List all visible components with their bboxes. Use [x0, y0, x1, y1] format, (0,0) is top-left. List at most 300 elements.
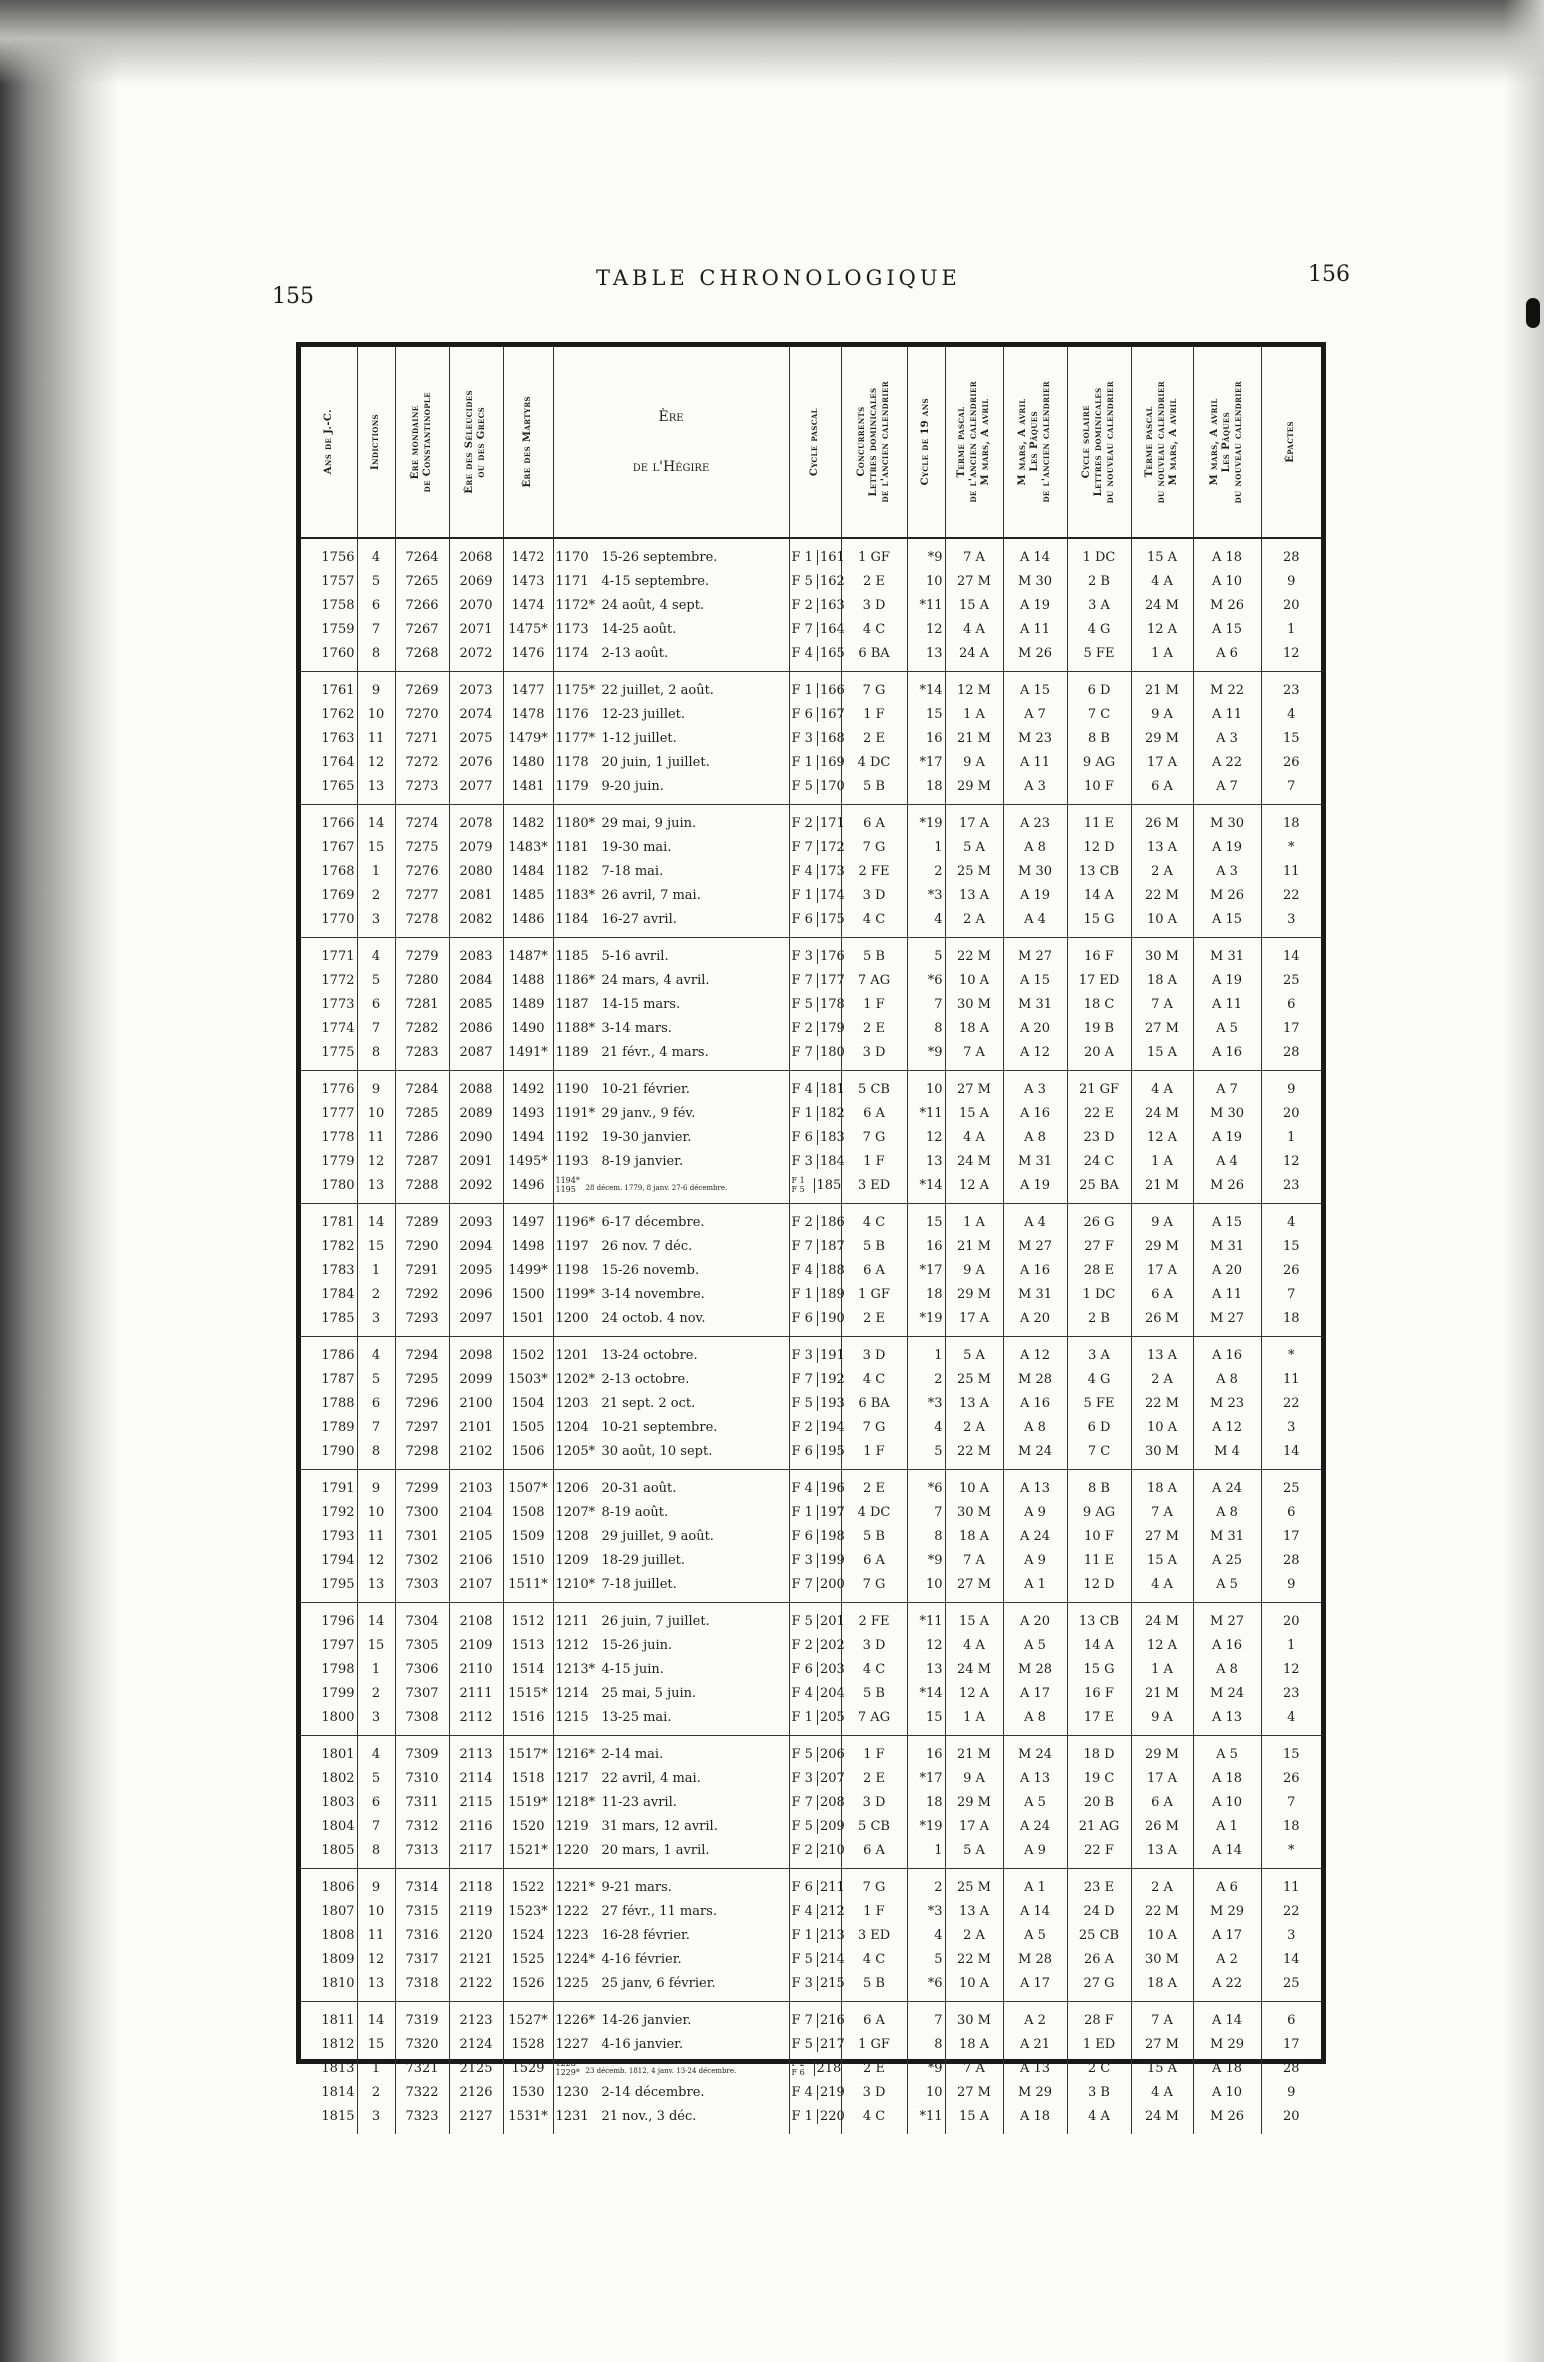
cell-cycle-19: *19 — [907, 805, 945, 836]
cell-cycle-pascal — [789, 907, 845, 938]
cell-cycle-solaire: 27 F — [1067, 1234, 1131, 1258]
cell-concurrents: 4 C — [841, 1947, 907, 1971]
hegire-dates: 10-21 février. — [601, 1081, 690, 1097]
cell-cycle-pascal — [789, 1947, 845, 1971]
cell-cycle-19: *11 — [907, 1101, 945, 1125]
cell-terme-nouveau: 27 M — [1131, 1524, 1193, 1548]
cell-year: 1766 — [301, 805, 357, 836]
cell-concurrents: 1 F — [841, 1439, 907, 1470]
cycle-pascal-letter: F 2 — [791, 1214, 813, 1230]
cycle-pascal-number: 203 — [817, 1662, 845, 1677]
cell-seleucides: 2080 — [449, 859, 503, 883]
cell-cycle-solaire: 15 G — [1067, 1657, 1131, 1681]
table-row — [301, 1101, 1321, 1125]
cell-hegire-year — [553, 907, 789, 938]
cell-terme-nouveau: 24 M — [1131, 1101, 1193, 1125]
cell-concurrents: 4 DC — [841, 1500, 907, 1524]
hegire-dates: 15-26 novemb. — [601, 1262, 700, 1278]
cell-paques-ancien: A 18 — [1003, 2104, 1067, 2134]
cell-concurrents: 2 E — [841, 1766, 907, 1790]
cell-concurrents: 7 G — [841, 1572, 907, 1603]
cell-cycle-19: *3 — [907, 1391, 945, 1415]
cell-epacte: 12 — [1282, 1661, 1300, 1677]
cell-cycle-19: *3 — [907, 1899, 945, 1923]
hegire-year: 1231 — [555, 2108, 589, 2124]
cell-cycle-solaire: 27 G — [1067, 1971, 1131, 2002]
cell-year: 1781 — [301, 1204, 357, 1235]
cell-constantinople: 7302 — [395, 1548, 449, 1572]
cell-paques-ancien: M 27 — [1003, 1234, 1067, 1258]
hegire-year: 1225 — [555, 1975, 589, 1991]
cell-hegire-year — [553, 1633, 789, 1657]
cell-terme-nouveau: 24 M — [1131, 593, 1193, 617]
cell-indiction: 14 — [357, 805, 395, 836]
cell-epacte: 26 — [1282, 1770, 1300, 1786]
cell-cycle-pascal — [789, 641, 845, 672]
cell-concurrents: 7 G — [841, 1415, 907, 1439]
cell-seleucides: 2100 — [449, 1391, 503, 1415]
cycle-pascal-number: 200 — [817, 1577, 845, 1592]
cell-concurrents: 2 E — [841, 726, 907, 750]
cell-constantinople: 7321 — [395, 2056, 449, 2080]
cell-terme-ancien: 24 M — [945, 1149, 1003, 1173]
cell-constantinople: 7297 — [395, 1415, 449, 1439]
cell-paques-nouveau: A 7 — [1193, 774, 1261, 805]
table-row — [301, 1149, 1321, 1173]
cell-year: 1768 — [301, 859, 357, 883]
cell-seleucides: 2097 — [449, 1306, 503, 1337]
cell-year: 1804 — [301, 1814, 357, 1838]
cell-paques-ancien: A 20 — [1003, 1306, 1067, 1337]
cell-epacte: 18 — [1282, 1310, 1300, 1326]
cell-concurrents: 4 C — [841, 907, 907, 938]
cell-paques-nouveau: M 29 — [1193, 1899, 1261, 1923]
cell-constantinople: 7317 — [395, 1947, 449, 1971]
cycle-pascal-number: 209 — [817, 1819, 845, 1834]
cell-terme-nouveau: 4 A — [1131, 1572, 1193, 1603]
hegire-dates: 4-15 septembre. — [601, 573, 710, 589]
cell-cycle-pascal — [789, 538, 845, 569]
cell-martyrs: 1511* — [503, 1572, 553, 1603]
cell-indiction: 13 — [357, 1173, 395, 1204]
hegire-year: 1201 — [555, 1347, 589, 1363]
table-row — [301, 1173, 1321, 1204]
cell-cycle-solaire: 13 CB — [1067, 1603, 1131, 1634]
page-number-right: 156 — [1308, 262, 1350, 287]
cell-paques-ancien: A 12 — [1003, 1337, 1067, 1368]
cell-indiction: 13 — [357, 1572, 395, 1603]
cell-indiction: 4 — [357, 1736, 395, 1767]
cell-year: 1760 — [301, 641, 357, 672]
cell-seleucides: 2126 — [449, 2080, 503, 2104]
cell-martyrs: 1476 — [503, 641, 553, 672]
hegire-dates: 3-14 novembre. — [601, 1286, 705, 1302]
cell-terme-ancien: 13 A — [945, 883, 1003, 907]
cell-epacte: 3 — [1287, 1927, 1296, 1943]
cell-year: 1792 — [301, 1500, 357, 1524]
cell-year: 1779 — [301, 1149, 357, 1173]
cell-seleucides: 2127 — [449, 2104, 503, 2134]
hegire-year: 1219 — [555, 1818, 589, 1834]
cell-hegire-year — [553, 538, 789, 569]
cell-indiction: 6 — [357, 1790, 395, 1814]
cell-terme-nouveau: 6 A — [1131, 1282, 1193, 1306]
cycle-pascal-letter: F 7 — [791, 839, 813, 855]
cell-cycle-19: *17 — [907, 1766, 945, 1790]
cell-terme-ancien: 30 M — [945, 2002, 1003, 2033]
cell-cycle-solaire: 21 GF — [1067, 1071, 1131, 1102]
cycle-pascal-number: 178 — [817, 997, 845, 1012]
cell-cycle-solaire: 25 BA — [1067, 1173, 1131, 1204]
cell-indiction: 11 — [357, 1923, 395, 1947]
cell-paques-ancien: A 1 — [1003, 1869, 1067, 1900]
cell-seleucides: 2105 — [449, 1524, 503, 1548]
cell-cycle-19: *3 — [907, 883, 945, 907]
hegire-year: 1210* — [555, 1576, 596, 1592]
cell-epacte: 25 — [1282, 972, 1300, 988]
hegire-year: 1171 — [555, 573, 589, 589]
cell-martyrs: 1483* — [503, 835, 553, 859]
cell-concurrents: 1 GF — [841, 538, 907, 569]
cell-paques-nouveau: A 16 — [1193, 1337, 1261, 1368]
hegire-year: 1199* — [555, 1286, 596, 1302]
cell-epacte: 28 — [1282, 2060, 1300, 2076]
cell-paques-nouveau: A 15 — [1193, 617, 1261, 641]
cell-hegire-year — [553, 1790, 789, 1814]
cell-constantinople: 7310 — [395, 1766, 449, 1790]
cell-paques-ancien: M 30 — [1003, 569, 1067, 593]
cell-hegire-year — [553, 883, 789, 907]
cell-cycle-pascal — [789, 774, 845, 805]
cell-cycle-19: 16 — [907, 726, 945, 750]
cycle-pascal-letter: F 5 — [791, 1818, 813, 1834]
cell-cycle-19: *11 — [907, 593, 945, 617]
cycle-pascal-number: 202 — [817, 1638, 845, 1653]
cell-year: 1759 — [301, 617, 357, 641]
table-row — [301, 1234, 1321, 1258]
hegire-dates: 26 juin, 7 juillet. — [601, 1613, 710, 1629]
cell-indiction: 15 — [357, 2032, 395, 2056]
hegire-dates: 21 févr., 4 mars. — [601, 1044, 709, 1060]
table-row — [301, 859, 1321, 883]
cell-concurrents: 2 E — [841, 569, 907, 593]
cell-paques-ancien: A 15 — [1003, 968, 1067, 992]
cell-indiction: 9 — [357, 1470, 395, 1501]
cell-seleucides: 2107 — [449, 1572, 503, 1603]
cell-indiction: 9 — [357, 1869, 395, 1900]
cell-indiction: 3 — [357, 907, 395, 938]
cell-cycle-solaire: 7 C — [1067, 1439, 1131, 1470]
cell-paques-ancien: A 4 — [1003, 1204, 1067, 1235]
cell-terme-ancien: 29 M — [945, 1790, 1003, 1814]
cell-indiction: 2 — [357, 2080, 395, 2104]
cycle-pascal-number: 185 — [814, 1178, 842, 1193]
hegire-year: 1170 — [555, 549, 589, 565]
cell-indiction: 3 — [357, 1306, 395, 1337]
cell-paques-ancien: M 24 — [1003, 1736, 1067, 1767]
cycle-pascal-number: 180 — [817, 1045, 845, 1060]
cycle-pascal-letter: F 3 — [791, 730, 813, 746]
hegire-year: 1197 — [555, 1238, 589, 1254]
cell-cycle-solaire: 20 A — [1067, 1040, 1131, 1071]
cycle-pascal-letter: F 2 — [791, 815, 813, 831]
cell-terme-ancien: 7 A — [945, 538, 1003, 569]
hegire-dates: 20-31 août. — [601, 1480, 677, 1496]
cell-indiction: 7 — [357, 1016, 395, 1040]
cell-constantinople: 7295 — [395, 1367, 449, 1391]
cell-terme-ancien: 15 A — [945, 2104, 1003, 2134]
hegire-dates: 16-27 avril. — [601, 911, 677, 927]
cell-terme-nouveau: 6 A — [1131, 1790, 1193, 1814]
cell-seleucides: 2096 — [449, 1282, 503, 1306]
cell-paques-ancien: M 28 — [1003, 1657, 1067, 1681]
cell-martyrs: 1493 — [503, 1101, 553, 1125]
cell-seleucides: 2070 — [449, 593, 503, 617]
cell-cycle-solaire: 8 B — [1067, 1470, 1131, 1501]
cell-terme-nouveau: 18 A — [1131, 1470, 1193, 1501]
page-title: TABLE CHRONOLOGIQUE — [596, 266, 961, 290]
cycle-pascal-number: 169 — [817, 755, 845, 770]
cell-terme-nouveau: 22 M — [1131, 883, 1193, 907]
cycle-pascal-letter: F 1 — [791, 2108, 813, 2124]
cell-cycle-pascal — [789, 1657, 845, 1681]
cell-indiction: 8 — [357, 1040, 395, 1071]
cell-year: 1769 — [301, 883, 357, 907]
table-row — [301, 617, 1321, 641]
hegire-year: 1194* 1195 — [555, 1175, 580, 1194]
cycle-pascal-letter: F 5 — [791, 778, 813, 794]
cell-terme-ancien: 9 A — [945, 750, 1003, 774]
cell-cycle-solaire: 19 B — [1067, 1016, 1131, 1040]
col-header-indictions: Indictions — [357, 347, 395, 538]
cell-paques-ancien: A 7 — [1003, 702, 1067, 726]
cell-paques-nouveau: A 5 — [1193, 1736, 1261, 1767]
cycle-pascal-number: 182 — [817, 1106, 845, 1121]
cell-martyrs: 1473 — [503, 569, 553, 593]
cell-indiction: 1 — [357, 1657, 395, 1681]
cell-cycle-pascal — [789, 1548, 845, 1572]
hegire-year: 1187 — [555, 996, 589, 1012]
cell-cycle-solaire: 17 ED — [1067, 968, 1131, 992]
cell-hegire-year — [553, 1572, 789, 1603]
cell-hegire-year — [553, 1500, 789, 1524]
hegire-dates: 15-26 septembre. — [601, 549, 718, 565]
cell-hegire-year — [553, 1040, 789, 1071]
cell-year: 1778 — [301, 1125, 357, 1149]
cell-terme-nouveau: 10 A — [1131, 1415, 1193, 1439]
cell-terme-nouveau: 15 A — [1131, 1548, 1193, 1572]
cycle-pascal-number: 207 — [817, 1771, 845, 1786]
cell-cycle-19: 8 — [907, 1016, 945, 1040]
cell-martyrs: 1524 — [503, 1923, 553, 1947]
cell-epacte: 18 — [1282, 1818, 1300, 1834]
cell-paques-ancien: A 5 — [1003, 1923, 1067, 1947]
hegire-year: 1208 — [555, 1528, 589, 1544]
cell-seleucides: 2076 — [449, 750, 503, 774]
table-row — [301, 805, 1321, 836]
hegire-dates: 15-26 juin. — [601, 1637, 673, 1653]
cell-seleucides: 2104 — [449, 1500, 503, 1524]
cycle-pascal-number: 186 — [817, 1215, 845, 1230]
hegire-year: 1192 — [555, 1129, 589, 1145]
cell-epacte: 28 — [1282, 1552, 1300, 1568]
cell-cycle-solaire: 18 D — [1067, 1736, 1131, 1767]
cycle-pascal-letter: F 3 — [791, 1153, 813, 1169]
cell-terme-ancien: 17 A — [945, 1306, 1003, 1337]
cycle-pascal-letter: F 1 — [791, 1709, 813, 1725]
cell-terme-ancien: 12 M — [945, 672, 1003, 703]
hegire-dates: 20 mars, 1 avril. — [601, 1842, 710, 1858]
cell-hegire-year — [553, 859, 789, 883]
hegire-year: 1209 — [555, 1552, 589, 1568]
hegire-dates: 14-26 janvier. — [601, 2012, 692, 2028]
cell-constantinople: 7294 — [395, 1337, 449, 1368]
hegire-dates: 11-23 avril. — [601, 1794, 677, 1810]
cell-paques-nouveau: M 4 — [1193, 1439, 1261, 1470]
cell-terme-ancien: 10 A — [945, 968, 1003, 992]
scan-shadow-left — [0, 0, 120, 2362]
cell-concurrents: 6 A — [841, 2002, 907, 2033]
cell-paques-nouveau: A 5 — [1193, 1572, 1261, 1603]
cell-epacte: 22 — [1282, 887, 1300, 903]
cell-cycle-pascal — [789, 1071, 845, 1102]
cell-constantinople: 7271 — [395, 726, 449, 750]
cell-paques-ancien: A 3 — [1003, 774, 1067, 805]
cycle-pascal-letter: F 7 — [791, 1794, 813, 1810]
table-row — [301, 1657, 1321, 1681]
hegire-year: 1215 — [555, 1709, 589, 1725]
cell-paques-nouveau: M 26 — [1193, 593, 1261, 617]
cell-year: 1774 — [301, 1016, 357, 1040]
cell-hegire-year — [553, 1524, 789, 1548]
cell-epacte: 18 — [1261, 805, 1321, 836]
hegire-dates: 7-18 mai. — [601, 863, 664, 879]
cell-seleucides: 2124 — [449, 2032, 503, 2056]
cell-paques-ancien: M 26 — [1003, 641, 1067, 672]
hegire-dates: 8-19 août. — [601, 1504, 669, 1520]
cycle-pascal-letter: F 7 — [791, 972, 813, 988]
cell-year: 1770 — [301, 907, 357, 938]
cell-terme-ancien: 27 M — [945, 2080, 1003, 2104]
cell-hegire-year — [553, 805, 789, 836]
cell-year: 1756 — [301, 538, 357, 569]
cell-constantinople: 7284 — [395, 1071, 449, 1102]
cell-cycle-solaire: 25 CB — [1067, 1923, 1131, 1947]
cycle-pascal-letter: F 5 — [791, 1395, 813, 1411]
cell-year: 1799 — [301, 1681, 357, 1705]
cell-concurrents: 6 BA — [841, 641, 907, 672]
table-row — [301, 1016, 1321, 1040]
cell-constantinople: 7314 — [395, 1869, 449, 1900]
cell-year: 1771 — [301, 938, 357, 969]
table-row — [301, 672, 1321, 703]
cell-paques-nouveau: A 11 — [1193, 992, 1261, 1016]
cycle-pascal-letter: F 1 — [791, 754, 813, 770]
cell-concurrents: 1 GF — [841, 1282, 907, 1306]
cell-martyrs: 1508 — [503, 1500, 553, 1524]
cell-terme-ancien: 2 A — [945, 907, 1003, 938]
cell-epacte: 4 — [1287, 706, 1296, 722]
hegire-year: 1211 — [555, 1613, 589, 1629]
cell-terme-nouveau: 1 A — [1131, 641, 1193, 672]
cell-hegire-year — [553, 593, 789, 617]
cell-terme-nouveau: 7 A — [1131, 992, 1193, 1016]
table-row — [301, 1367, 1321, 1391]
cell-martyrs: 1522 — [503, 1869, 553, 1900]
cell-constantinople: 7266 — [395, 593, 449, 617]
cell-concurrents: 1 F — [841, 992, 907, 1016]
cell-terme-ancien: 21 M — [945, 1234, 1003, 1258]
cell-martyrs: 1514 — [503, 1657, 553, 1681]
cell-martyrs: 1529 — [503, 2056, 553, 2080]
cell-cycle-19: 10 — [907, 1572, 945, 1603]
cell-constantinople: 7286 — [395, 1125, 449, 1149]
cell-seleucides: 2115 — [449, 1790, 503, 1814]
cell-martyrs: 1479* — [503, 726, 553, 750]
cell-cycle-19: 12 — [907, 1633, 945, 1657]
cell-constantinople: 7298 — [395, 1439, 449, 1470]
cell-terme-ancien: 2 A — [945, 1415, 1003, 1439]
cell-paques-ancien: M 24 — [1003, 1439, 1067, 1470]
cell-indiction: 8 — [357, 641, 395, 672]
table-row — [301, 1923, 1321, 1947]
cell-concurrents: 4 C — [841, 2104, 907, 2134]
cell-hegire-year — [553, 1947, 789, 1971]
cell-cycle-19: *19 — [907, 1814, 945, 1838]
cell-cycle-solaire: 7 C — [1067, 702, 1131, 726]
cell-seleucides: 2109 — [449, 1633, 503, 1657]
cell-martyrs: 1530 — [503, 2080, 553, 2104]
cell-year: 1761 — [301, 672, 357, 703]
hegire-dates: 4-16 janvier. — [601, 2036, 684, 2052]
cycle-pascal-letter: F 6 — [791, 1129, 813, 1145]
hegire-year: 1191* — [555, 1105, 596, 1121]
cell-epacte: 3 — [1287, 1419, 1296, 1435]
cell-cycle-solaire: 14 A — [1067, 883, 1131, 907]
cell-terme-nouveau: 21 M — [1131, 1173, 1193, 1204]
cycle-pascal-number: 219 — [817, 2085, 845, 2100]
cell-paques-nouveau: A 19 — [1193, 835, 1261, 859]
cell-constantinople: 7291 — [395, 1258, 449, 1282]
cell-cycle-pascal — [789, 1125, 845, 1149]
table-row — [301, 1415, 1321, 1439]
col-header-terme-ancien: Terme pascal de l'ancien calendrier M mars, A avril — [945, 347, 1003, 538]
cell-paques-ancien: A 13 — [1003, 1470, 1067, 1501]
cell-terme-ancien: 13 A — [945, 1391, 1003, 1415]
cycle-pascal-letter: F 7 — [791, 621, 813, 637]
hegire-year: 1173 — [555, 621, 589, 637]
cell-indiction: 2 — [357, 1681, 395, 1705]
cell-year: 1815 — [301, 2104, 357, 2134]
cell-cycle-pascal — [789, 1633, 845, 1657]
cell-terme-ancien: 4 A — [945, 1633, 1003, 1657]
cell-terme-nouveau: 15 A — [1131, 2056, 1193, 2080]
cell-cycle-pascal — [789, 1766, 845, 1790]
cycle-pascal-letter: F 3 — [791, 1975, 813, 1991]
cycle-pascal-number: 215 — [817, 1976, 845, 1991]
cell-cycle-pascal — [789, 1367, 845, 1391]
cell-cycle-pascal — [789, 1899, 845, 1923]
cell-paques-ancien: A 23 — [1003, 805, 1067, 836]
cell-cycle-pascal — [789, 1204, 845, 1235]
cycle-pascal-letter: F 6 — [791, 1661, 813, 1677]
cell-terme-nouveau: 4 A — [1131, 1071, 1193, 1102]
cell-paques-ancien: A 8 — [1003, 1125, 1067, 1149]
cell-paques-ancien: A 11 — [1003, 750, 1067, 774]
cell-cycle-solaire: 16 F — [1067, 938, 1131, 969]
cell-martyrs: 1475* — [503, 617, 553, 641]
cell-paques-ancien: M 31 — [1003, 1282, 1067, 1306]
